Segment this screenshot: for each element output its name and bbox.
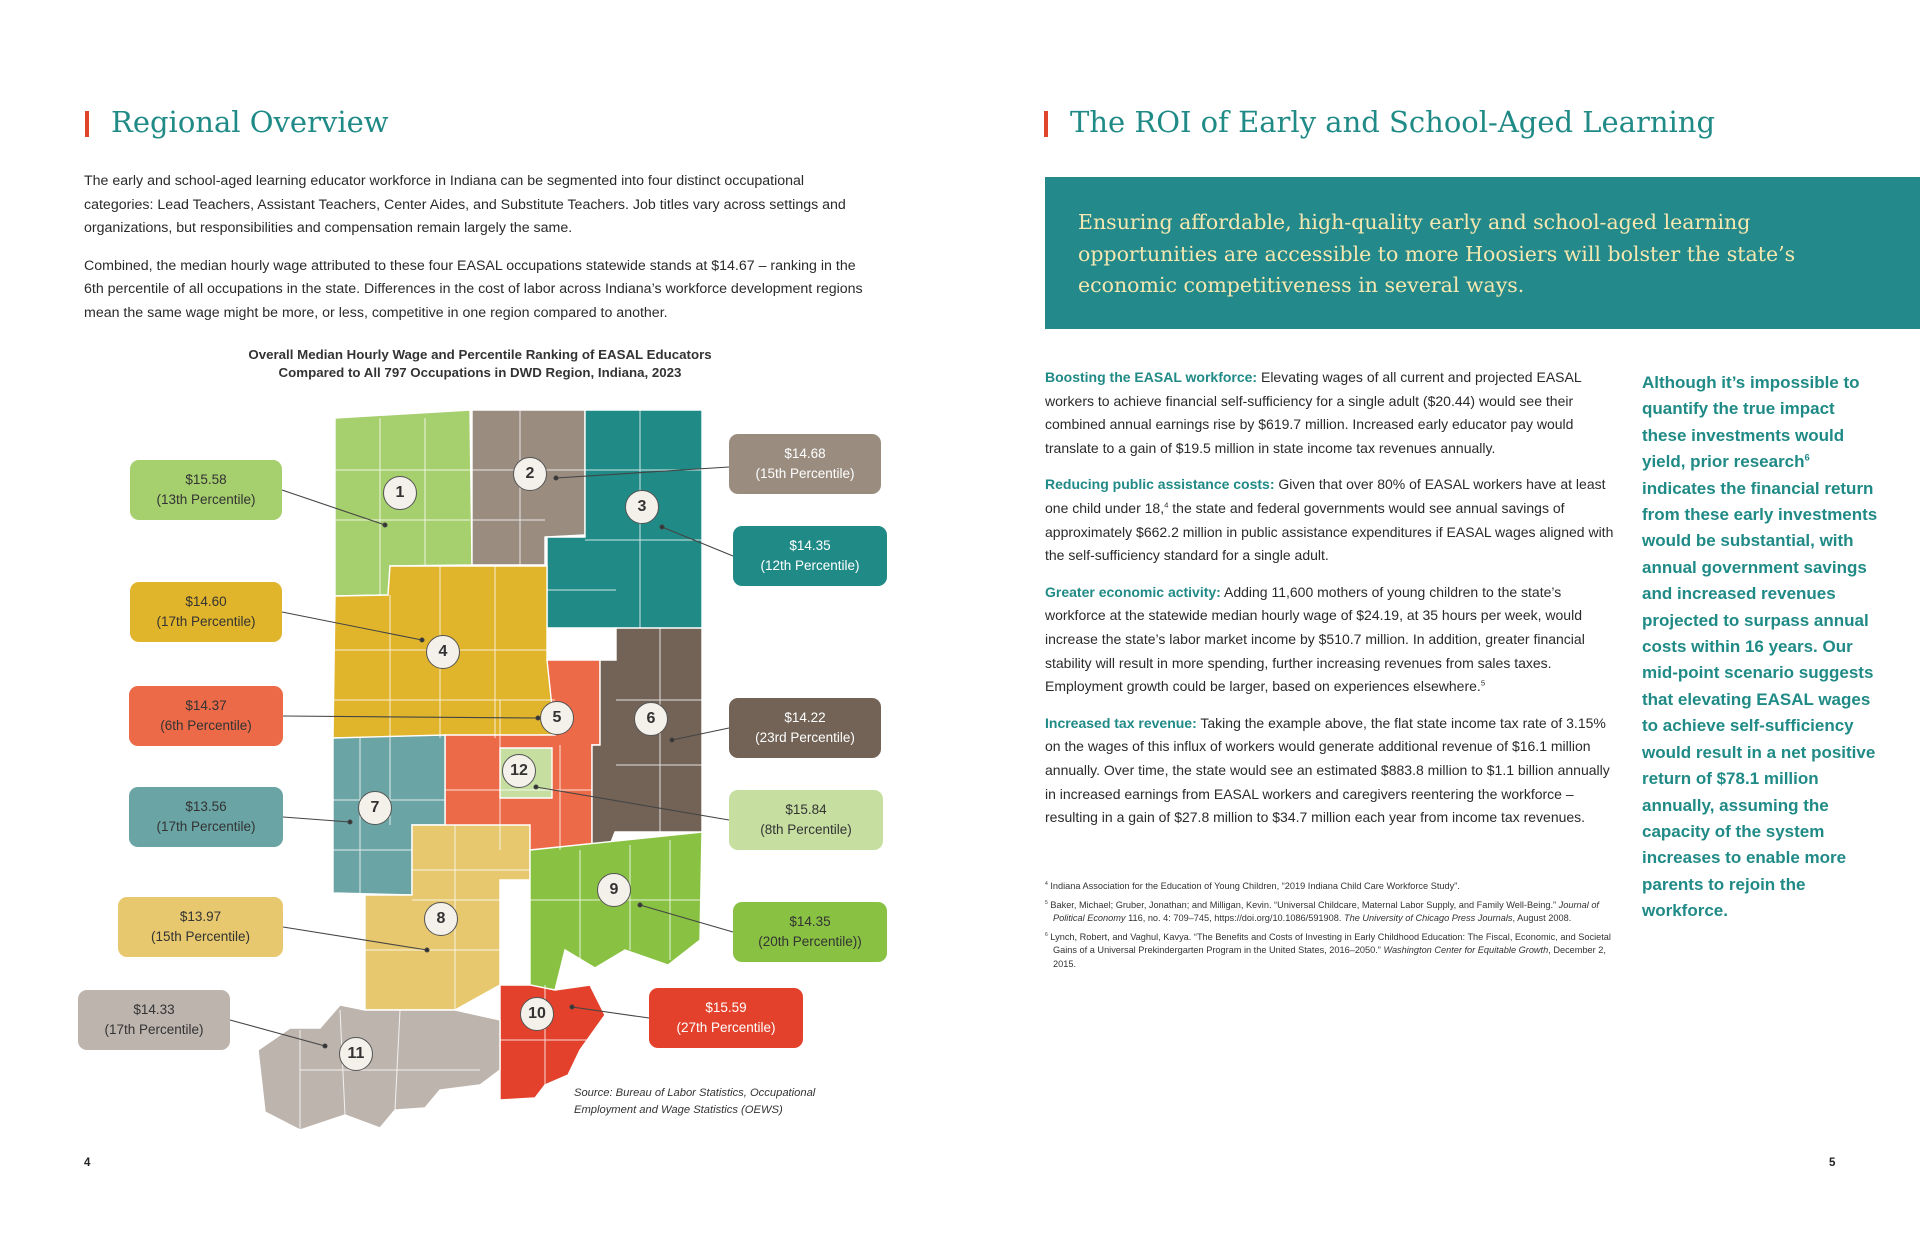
pull-quote-box [1045,177,1920,329]
heading-accent-bar [1044,111,1048,137]
callout-region-9 [733,902,887,962]
callout-region-8 [118,897,283,957]
sidebar-text: indicates the financial return from these early investments would be substantial, with annual government savings and increased revenues projected to surpass annual costs within 16 years. Our mid-point scenario suggests that elevating EASAL wages to achieve self-sufficiency would result in a net positive return of $78.1 million annually, assuming the capacity of the system increases to enable more parents to rejoin the workforce. [1642,478,1878,921]
paragraph-economic-activity [1045,581,1620,699]
region-marker-1: 1 [383,476,417,510]
leader-dot-11 [323,1044,327,1048]
callout-region-12 [729,790,883,850]
callout-wage: $13.97 [179,909,222,924]
footnote-text: Indiana Association for the Education of Young Children, “2019 Indiana Child Care Workforce Study”. [1047,881,1460,891]
leader-dot-2 [554,476,558,480]
heading-text: Regional Overview [111,105,389,139]
footnote-4 [1045,880,1625,894]
callout-region-5 [129,686,283,746]
callout-region-6 [729,698,881,758]
region-marker-10: 10 [520,997,554,1031]
callout-region-1 [130,460,282,520]
callout-region-11 [78,990,230,1050]
callout-wage: $15.59 [705,1000,747,1015]
callout-region-10 [649,988,803,1048]
footnote-5 [1045,899,1625,926]
chart-title-line-1: Overall Median Hourly Wage and Percentile Ranking of EASAL Educators [248,347,712,362]
paragraph-tax-revenue [1045,712,1620,830]
lead-tax-revenue: Increased tax revenue: [1045,714,1197,731]
paragraph-public-assistance [1045,473,1620,567]
callout-region-4 [130,582,282,642]
paragraph-text: the state and federal governments would see annual savings of approximately $662.2 million in public assistance expenditures if EASAL wages aligned with the self-sufficiency standard for a single adult. [1045,499,1614,564]
footnote-number: 4 [1045,880,1048,887]
callout-percentile: (23rd Percentile) [755,730,855,745]
callout-percentile: (17th Percentile) [156,819,256,834]
page-title-roi [1070,105,1715,139]
footnote-ref-5[interactable]: 5 [1480,678,1486,688]
callout-percentile: (15th Percentile) [755,466,855,481]
region-marker-7: 7 [358,791,392,825]
leader-dot-9 [638,903,642,907]
leader-dot-10 [570,1005,574,1009]
page-number-right: 5 [1829,1157,1836,1169]
callout-percentile: (8th Percentile) [760,822,852,837]
callout-percentile: (13th Percentile) [156,492,256,507]
region-marker-11: 11 [339,1037,373,1071]
sidebar-callout [1642,370,1882,925]
callout-wage: $14.22 [784,710,826,725]
source-line-1: Source: Bureau of Labor Statistics, Occupational [574,1087,816,1099]
callout-wage: $13.56 [185,799,227,814]
lead-public-assistance: Reducing public assistance costs: [1045,476,1275,493]
callout-wage: $15.84 [785,802,827,817]
map-region-10 [500,985,605,1100]
footnote-publisher: Washington Center for Equitable Growth [1383,945,1549,955]
map-region-11 [258,1005,500,1130]
footnote-6 [1045,931,1625,972]
callout-region-2 [729,434,881,494]
leader-dot-6 [670,738,674,742]
leader-dot-12 [534,785,538,789]
callout-wage: $14.33 [133,1002,175,1017]
region-marker-2: 2 [513,457,547,491]
map-source [574,1085,815,1119]
region-marker-5: 5 [540,701,574,735]
paragraph-workforce [1045,366,1620,460]
region-marker-8: 8 [424,902,458,936]
paragraph-text: Adding 11,600 mothers of young children to the state’s workforce at the statewide median hourly wage of $24.19, at 35 hours per week, would increase the state’s labor market income by $510.7 million. In addition, greater financial stability will result in more spending, further increasing revenues from sales taxes. Employment growth could be larger, based on experiences elsewhere. [1045,583,1585,695]
callout-wage: $14.60 [185,594,227,609]
callout-percentile: (15th Percentile) [150,929,251,944]
heading-text: The ROI of Early and School-Aged Learning [1070,105,1716,139]
callout-percentile: (17th Percentile) [156,614,256,629]
lead-workforce: Boosting the EASAL workforce: [1045,369,1258,385]
paragraph-text: Elevating wages of all current and projected EASAL workers to achieve financial self-sufficiency for a single adult ($20.44) would see their combined annual earnings rise by $619.7 million. Increased early educator pay would translate to a gain of $19.5 million in state income tax revenues annually. [1045,369,1582,456]
callout-percentile: (17th Percentile) [104,1022,204,1037]
footnote-text: Lynch, Robert, and Vaghul, Kavya. “The Benefits and Costs of Investing in Early Childhood Education: The Fiscal, Economic, and Societal Gains of a Universal Prekindergarten Program in the United States, 2016–2050.” [1047,931,1611,955]
intro-paragraph-2: Combined, the median hourly wage attributed to these four EASAL occupations statewide stands at $14.67 – ranking in the 6th percentile of all occupations in the state. Differences in the cost of labor across Indiana’s workforce development regions mean the same wage might be more, or less, competitive in one region compared to another. [84,257,863,321]
source-line-2: Employment and Wage Statistics (OEWS) [574,1104,783,1116]
leader-dot-1 [383,523,387,527]
region-marker-4: 4 [426,635,460,669]
page-number-left: 4 [84,1157,91,1169]
leader-dot-8 [425,948,429,952]
footnote-ref-4[interactable]: 4 [1164,500,1169,510]
footnote-text: , August 2008. [1512,913,1572,923]
footnote-publisher: The University of Chicago Press Journals [1343,913,1513,923]
chart-title-line-2: Compared to All 797 Occupations in DWD Region, Indiana, 2023 [278,365,682,380]
leader-dot-7 [348,820,352,824]
lead-economic-activity: Greater economic activity: [1045,583,1221,600]
paragraph-text: Taking the example above, the flat state income tax rate of 3.15% on the wages of this influx of workers would generate additional revenue of $16.1 million annually. Over time, the state would see an estimated $883.8 million to $1.1 billion annually in increased earnings from EASAL workers and caregivers reentering the workforce – resulting in a gain of $27.8 million to $34.7 million each year from income tax revenues. [1045,714,1610,826]
callout-wage: $14.35 [789,538,831,553]
footnotes [1045,880,1625,976]
callout-wage: $15.58 [185,472,227,487]
callout-wage: $14.37 [185,698,227,713]
callout-wage: $14.68 [784,446,826,461]
callout-percentile: (20th Percentile)) [758,934,862,949]
callout-region-7 [129,787,283,847]
callout-percentile: (6th Percentile) [160,718,252,733]
callout-percentile: (12th Percentile) [760,558,860,573]
footnote-text: 116, no. 4: 709–745, https://doi.org/10.1086/591908. [1125,913,1344,923]
region-marker-3: 3 [625,490,659,524]
callout-percentile: (27th Percentile) [676,1020,776,1035]
map-region-9 [530,832,702,990]
footnote-text: , December 2, 2015. [1053,945,1606,969]
footnote-number: 6 [1045,931,1048,938]
footnote-journal: Journal of Political Economy [1053,899,1599,923]
footnote-ref-6[interactable]: 6 [1804,452,1810,463]
roi-body [1045,366,1620,843]
leader-dot-3 [660,525,664,529]
pull-quote: Ensuring affordable, high-quality early and school-aged learning opportunities are accessible to more Hoosiers will bolster the state’s economic competitiveness in several ways. [1078,210,1796,297]
intro-paragraph-1: The early and school-aged learning educator workforce in Indiana can be segmented into four distinct occupational categories: Lead Teachers, Assistant Teachers, Center Aides, and Substitute Teachers. Job titles vary across settings and organizations, but responsibilities and compensation remain largely the same. [84,173,846,236]
callout-region-3 [733,526,887,586]
callout-wage: $14.35 [789,914,831,929]
region-marker-6: 6 [634,702,668,736]
footnote-number: 5 [1045,899,1048,906]
region-marker-12: 12 [502,754,536,788]
footnote-text: Baker, Michael; Gruber, Jonathan; and Milligan, Kevin. “Universal Childcare, Maternal Labor Supply, and Family Well-Being.” [1047,899,1559,910]
leader-dot-4 [420,638,424,642]
paragraph-text: Given that over 80% of EASAL workers have at least one child under 18, [1045,476,1606,516]
sidebar-text: Although it’s impossible to quantify the true impact these investments would yield, prior research [1642,373,1860,472]
region-marker-9: 9 [597,873,631,907]
map-region-6 [592,628,702,850]
